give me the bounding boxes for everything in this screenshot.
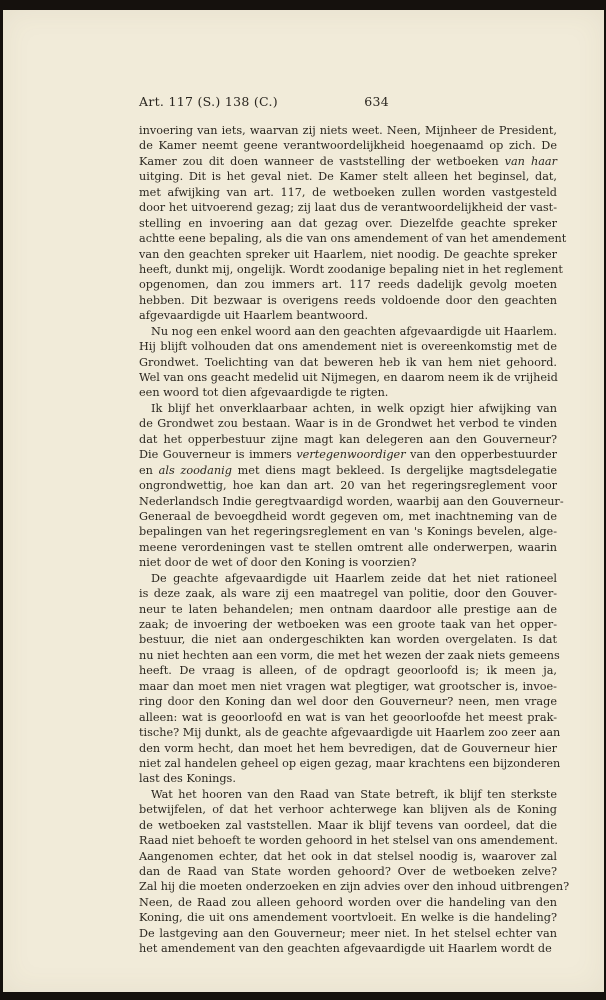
- text-line: maar dan moet men niet vragen wat plegtiger, wat grootscher is, invoe-: [139, 679, 557, 693]
- text-line: alleen: wat is geoorloofd en wat is van het geoorloofde het meest prak-: [139, 710, 557, 724]
- text-line: met afwijking van art. 117, de wetboeken zullen worden vastgesteld: [139, 185, 557, 199]
- text-line: Wat het hooren van den Raad van State betreft, ik blijf ten sterkste: [151, 787, 557, 801]
- text-line: het amendement van den geachten afgevaardigde uit Haarlem wordt de: [139, 942, 552, 956]
- text-line: opgenomen, dan zou immers art. 117 reeds dadelijk gevolg moeten: [139, 278, 557, 292]
- text-line: achtte eene bepaling, als die van ons amendement of van het amendement: [139, 232, 567, 246]
- text-line: Wel van ons geacht medelid uit Nijmegen, en daarom neem ik de vrijheid: [139, 371, 558, 384]
- text-line: Ik blijf het onverklaarbaar achten, in welk opzigt hier afwijking van: [151, 401, 557, 415]
- body-text: [139, 123, 570, 957]
- text-line: bepalingen van het regeringsreglement en van 's Konings bevelen, alge-: [139, 525, 557, 539]
- text-line: heeft, dunkt mij, ongelijk. Wordt zoodanige bepaling niet in het reglement: [139, 262, 563, 276]
- page-number: 634: [364, 94, 389, 109]
- text-line: Kamer zou dit doen wanneer de vaststelling der wetboeken van haar: [139, 154, 557, 168]
- paragraph: [139, 787, 570, 957]
- text-line: meene verordeningen vast te stellen omtrent alle onderwerpen, waarin: [139, 540, 557, 554]
- text-line: den vorm hecht, dan moet het hem bevredigen, dat de Gouverneur hier: [139, 741, 557, 755]
- text-line: door het uitvoerend gezag; zij laat dus de verantwoordelijkheid der vast-: [139, 201, 557, 215]
- text-line: de Kamer neemt geene verantwoordelijkheid hoegenaamd op zich. De: [139, 139, 557, 153]
- text-line: nu niet hechten aan een vorm, die met het wezen der zaak niets gemeens: [139, 648, 560, 662]
- paragraph: [139, 123, 567, 324]
- text-line: een woord tot dien afgevaardigde te rigten.: [139, 386, 389, 400]
- text-line: en als zoodanig met diens magt bekleed. Is dergelijke magtsdelegatie: [139, 463, 557, 477]
- text-line: uitging. Dit is het geval niet. De Kamer stelt alleen het beginsel, dat,: [139, 170, 557, 184]
- text-line: Nu nog een enkel woord aan den geachten afgevaardigde uit Haarlem.: [151, 324, 557, 338]
- text-line: De geachte afgevaardigde uit Haarlem zeide dat het niet rationeel: [151, 571, 557, 585]
- text-line: Hij blijft volhouden dat ons amendement niet is overeenkomstig met de: [139, 340, 557, 354]
- text-line: Raad niet behoeft te worden gehoord in het stelsel van ons amendement.: [139, 834, 558, 848]
- text-line: is deze zaak, als ware zij een maatregel van politie, door den Gouver-: [139, 587, 557, 601]
- text-line: Die Gouverneur is immers vertegenwoordiger van den opperbestuurder: [139, 448, 557, 462]
- paragraph: [139, 324, 557, 401]
- text-line: betwijfelen, of dat het verhoor achterwege kan blijven als de Koning: [139, 803, 557, 817]
- text-line: niet door de wet of door den Koning is voorzien?: [139, 556, 417, 570]
- text-line: bestuur, die niet aan ondergeschikten kan worden overgelaten. Is dat: [139, 633, 557, 647]
- text-line: dat het opperbestuur zijne magt kan delegeren aan den Gouverneur?: [139, 432, 557, 446]
- text-line: ring door den Koning dan wel door den Gouverneur? neen, men vrage: [139, 695, 557, 709]
- text-line: hebben. Dit bezwaar is overigens reeds voldoende door den geachten: [139, 293, 557, 307]
- paragraph: [139, 571, 561, 787]
- running-header: [139, 94, 557, 110]
- paragraph: [139, 401, 564, 571]
- text-line: de Grondwet zou bestaan. Waar is in de Grondwet het verbod te vinden: [139, 417, 557, 431]
- text-line: heeft. De vraag is alleen, of de opdragt geoorloofd is; ik meen ja,: [139, 664, 557, 678]
- text-line: tische? Mij dunkt, als de geachte afgevaardigde uit Haarlem zoo zeer aan: [139, 726, 561, 740]
- text-line: Generaal de bevoegdheid wordt gegeven om, met inachtneming van de: [139, 509, 557, 523]
- text-line: invoering van iets, waarvan zij niets weet. Neen, Mijnheer de President,: [139, 124, 557, 137]
- text-line: last des Konings.: [139, 772, 236, 786]
- text-line: Aangenomen echter, dat het ook in dat stelsel noodig is, waarover zal: [139, 849, 557, 863]
- running-title: Art. 117 (S.) 138 (C.): [139, 94, 278, 109]
- text-line: ongrondwettig, hoe kan dan art. 20 van het regeringsreglement voor: [139, 479, 557, 493]
- text-line: afgevaardigde uit Haarlem beantwoord.: [139, 309, 369, 323]
- text-line: niet zal handelen geheel op eigen gezag, maar krachtens een bijzonderen: [139, 756, 561, 770]
- text-line: de wetboeken zal vaststellen. Maar ik blijf tevens van oordeel, dat die: [139, 818, 557, 832]
- text-line: Zal hij die moeten onderzoeken en zijn advies over den inhoud uitbrengen?: [139, 880, 570, 894]
- text-line: Neen, de Raad zou alleen gehoord worden over die handeling van den: [139, 895, 557, 909]
- text-line: stelling en invoering aan dat gezag over. Diezelfde geachte spreker: [139, 216, 557, 230]
- text-line: dan de Raad van State worden gehoord? Over de wetboeken zelve?: [139, 865, 557, 878]
- text-line: Nederlandsch Indie geregtvaardigd worden, waarbij aan den Gouverneur-: [139, 494, 564, 508]
- text-line: van den geachten spreker uit Haarlem, niet noodig. De geachte spreker: [139, 247, 557, 261]
- text-line: zaak; de invoering der wetboeken was een groote taak van het opper-: [139, 618, 557, 631]
- text-line: Grondwet. Toelichting van dat beweren heb ik van hem niet gehoord.: [139, 355, 557, 369]
- text-line: Koning, die uit ons amendement voortvloeit. En welke is die handeling?: [139, 911, 557, 925]
- text-line: neur te laten behandelen; men ontnam daardoor alle prestige aan de: [139, 602, 557, 616]
- text-line: De lastgeving aan den Gouverneur; meer niet. In het stelsel echter van: [139, 926, 557, 940]
